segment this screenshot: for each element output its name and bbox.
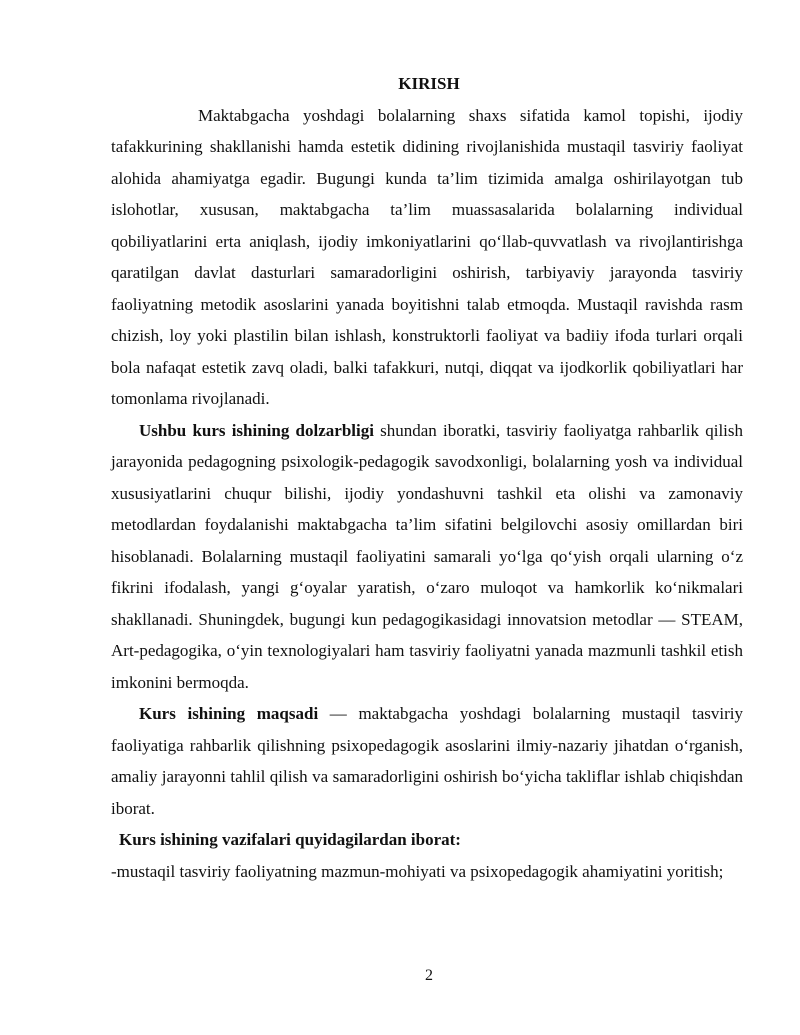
section-title: KIRISH bbox=[398, 74, 460, 93]
aim-paragraph bbox=[111, 698, 743, 824]
relevance-text: shundan iboratki, tasviriy faoliyatga rahbarlik qilish jarayonida pedagogning psixologik-pedagogik savodxonligi, bolalarning yosh va individual xususiyatlarini chuqur bilishi, ijodiy yondashuvni tashkil eta olishi va zamonaviy metodlardan foydalanishi maktabgacha ta’lim sifatini belgilovchi asosiy omillardan biri hisoblanadi. Bolalarning mustaqil faoliyatini samarali yo‘lga qo‘yish orqali ularning o‘z fikrini ifodalash, yangi g‘oyalar yaratish, o‘zaro muloqot va hamkorlik ko‘nikmalari shakllanadi. Shuningdek, bugungi kun pedagogikasidagi innovatsion metodlar — STEAM, Art-pedagogika, o‘yin texnologiyalari ham tasviriy faoliyatni yanada mazmunli tashkil etish imkonini bermoqda. bbox=[111, 420, 743, 692]
aim-text: — maktabgacha yoshdagi bolalarning mustaqil tasviriy faoliyatiga rahbarlik qilishning psixopedagogik asoslarini ilmiy-nazariy jihatdan o‘rganish, amaliy jarayonni tahlil qilish va samaradorligini oshirish bo‘yicha takliflar ishlab chiqishdan iborat. bbox=[111, 704, 743, 818]
tasks-heading: Kurs ishining vazifalari quyidagilardan iborat: bbox=[119, 830, 461, 849]
page-number: 2 bbox=[425, 967, 433, 984]
task-item: -mustaqil tasviriy faoliyatning mazmun-mohiyati va psixopedagogik ahamiyatini yoritish; bbox=[111, 861, 724, 881]
aim-lead: Kurs ishining maqsadi bbox=[139, 704, 319, 723]
relevance-lead: Ushbu kurs ishining dolzarbligi bbox=[139, 420, 374, 440]
relevance-paragraph bbox=[111, 415, 743, 699]
intro-paragraph: Maktabgacha yoshdagi bolalarning shaxs sifatida kamol topishi, ijodiy tafakkurining shakllanishi hamda estetik didining rivojlanishida mustaqil tasviriy faoliyat alohida ahamiyatga egadir. Bugungi kunda ta’lim tizimida amalga oshirilayotgan tub islohotlar, xususan, maktabgacha ta’lim muassasalarida bolalarning individual qobiliyatlarini erta aniqlash, ijodiy imkoniyatlarini qo‘llab-quvvatlash va rivojlantirishga qaratilgan davlat dasturlari samaradorligini oshirish, tarbiyaviy jarayonda tasviriy faoliyatning metodik asoslarini yanada boyitishni talab etmoqda. Mustaqil ravishda rasm chizish, loy yoki plastilin bilan ishlash, konstruktorli faoliyat va badiiy ifoda turlari orqali bola nafaqat estetik zavq oladi, balki tafakkuri, nutqi, diqqat va ijodkorlik qobiliyatlari har tomonlama rivojlanadi. bbox=[111, 105, 743, 408]
document-page bbox=[111, 68, 743, 887]
